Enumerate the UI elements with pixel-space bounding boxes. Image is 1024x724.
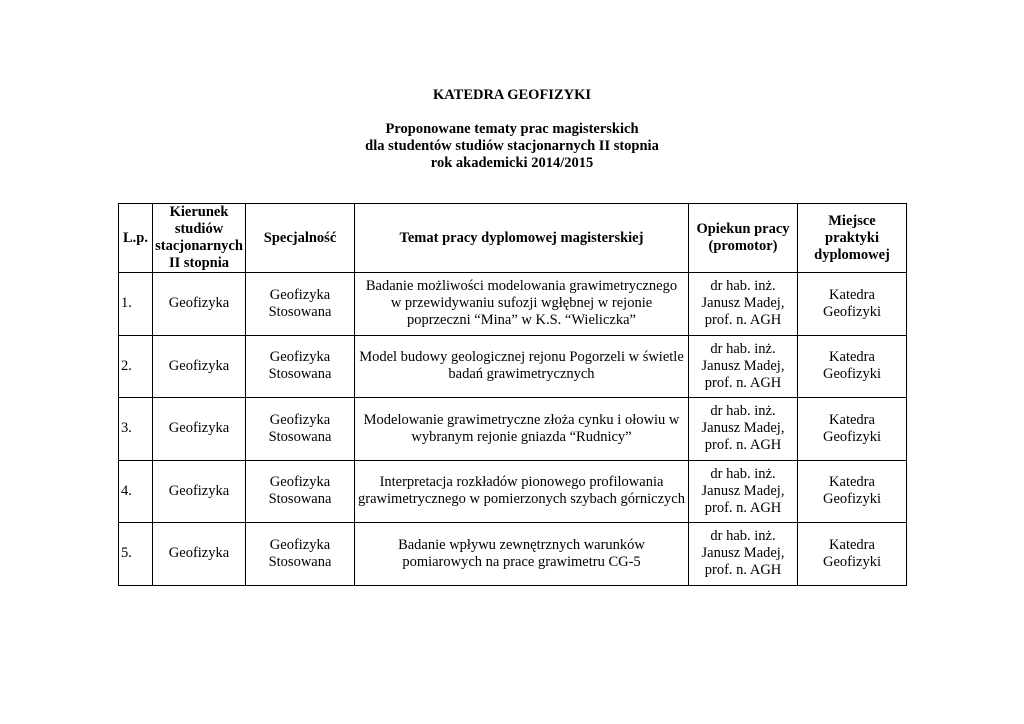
subtitle-line: dla studentów studiów stacjonarnych II stopnia	[365, 138, 659, 154]
header-line: Kierunek	[169, 204, 229, 220]
header-opiekun	[689, 204, 798, 273]
cell-line: Katedra	[829, 536, 875, 553]
cell-line: Badanie wpływu zewnętrznych warunków	[398, 536, 645, 553]
cell-line: Geofizyki	[823, 491, 881, 508]
table-row	[119, 523, 907, 586]
header-line: praktyki	[825, 229, 879, 246]
header-line: stacjonarnych	[155, 238, 243, 254]
cell-line: dr hab. inż.	[710, 465, 776, 482]
cell-line: Geofizyka	[269, 286, 331, 303]
header-line: Miejsce	[828, 212, 876, 229]
cell-miejsce	[798, 398, 907, 461]
cell-line: prof. n. AGH	[704, 374, 782, 391]
header-line: (promotor)	[708, 238, 778, 254]
cell-line: Geofizyka	[269, 411, 331, 428]
cell-temat	[355, 523, 689, 586]
cell-line: Katedra	[829, 286, 875, 303]
cell-line: grawimetrycznego w pomierzonych szybach górniczych	[358, 491, 685, 508]
cell-line: Janusz Madej,	[701, 357, 785, 374]
cell-lp: 3.	[119, 398, 153, 461]
header-line: Opiekun pracy	[696, 221, 790, 237]
cell-line: Geofizyka	[269, 536, 331, 553]
cell-miejsce	[798, 523, 907, 586]
cell-line: Stosowana	[268, 491, 332, 508]
cell-line: poprzeczni “Mina” w K.S. “Wieliczka”	[407, 312, 636, 329]
cell-line: Stosowana	[268, 553, 332, 570]
cell-line: pomiarowych na prace grawimetru CG-5	[402, 553, 641, 570]
header-line: II stopnia	[168, 255, 230, 271]
cell-line: Stosowana	[268, 428, 332, 445]
cell-line: Stosowana	[268, 303, 332, 320]
cell-line: badań grawimetrycznych	[448, 366, 595, 383]
cell-kierunek: Geofizyka	[153, 523, 246, 586]
cell-temat	[355, 273, 689, 336]
document-title: KATEDRA GEOFIZYKI	[432, 87, 592, 103]
cell-specjalnosc	[246, 460, 355, 523]
header-temat: Temat pracy dyplomowej magisterskiej	[355, 204, 689, 273]
cell-opiekun	[689, 523, 798, 586]
cell-line: Janusz Madej,	[701, 545, 785, 562]
cell-opiekun	[689, 460, 798, 523]
cell-kierunek: Geofizyka	[153, 335, 246, 398]
cell-line: prof. n. AGH	[704, 312, 782, 329]
cell-opiekun	[689, 335, 798, 398]
cell-temat	[355, 460, 689, 523]
cell-lp: 5.	[119, 523, 153, 586]
cell-line: Katedra	[829, 474, 875, 491]
cell-kierunek: Geofizyka	[153, 398, 246, 461]
cell-temat	[355, 398, 689, 461]
cell-line: Geofizyki	[823, 366, 881, 383]
cell-line: dr hab. inż.	[710, 278, 776, 295]
header-lp: L.p.	[119, 204, 153, 273]
table-row	[119, 398, 907, 461]
header-line: dyplomowej	[814, 246, 890, 263]
cell-specjalnosc	[246, 398, 355, 461]
cell-line: Geofizyka	[269, 349, 331, 366]
cell-line: Geofizyki	[823, 553, 881, 570]
cell-line: Janusz Madej,	[701, 482, 785, 499]
cell-line: Geofizyka	[269, 474, 331, 491]
cell-line: dr hab. inż.	[710, 340, 776, 357]
cell-line: prof. n. AGH	[704, 499, 782, 516]
table-row	[119, 273, 907, 336]
cell-line: Interpretacja rozkładów pionowego profilowania	[379, 474, 664, 491]
cell-specjalnosc	[246, 273, 355, 336]
cell-line: Stosowana	[268, 366, 332, 383]
cell-kierunek: Geofizyka	[153, 460, 246, 523]
cell-line: Janusz Madej,	[701, 420, 785, 437]
cell-specjalnosc	[246, 523, 355, 586]
cell-line: Katedra	[829, 349, 875, 366]
cell-opiekun	[689, 273, 798, 336]
header-miejsce	[798, 204, 907, 273]
subtitle-line: rok akademicki 2014/2015	[430, 155, 594, 171]
cell-specjalnosc	[246, 335, 355, 398]
cell-line: Modelowanie grawimetryczne złoża cynku i ołowiu w	[363, 411, 680, 428]
cell-line: Katedra	[829, 411, 875, 428]
header-line: studiów	[174, 221, 224, 237]
cell-line: dr hab. inż.	[710, 528, 776, 545]
cell-line: Janusz Madej,	[701, 295, 785, 312]
cell-line: Model budowy geologicznej rejonu Pogorzeli w świetle	[359, 349, 684, 366]
table-row	[119, 335, 907, 398]
topics-table	[118, 203, 907, 586]
cell-line: prof. n. AGH	[704, 562, 782, 579]
header-kierunek	[153, 204, 246, 273]
cell-line: w przewidywaniu sufozji wgłębnej w rejonie	[390, 295, 653, 312]
cell-temat	[355, 335, 689, 398]
cell-lp: 4.	[119, 460, 153, 523]
cell-miejsce	[798, 335, 907, 398]
cell-opiekun	[689, 398, 798, 461]
cell-line: dr hab. inż.	[710, 403, 776, 420]
cell-line: wybranym rejonie gniazda “Rudnicy”	[411, 428, 632, 445]
cell-line: prof. n. AGH	[704, 437, 782, 454]
subtitle-line: Proponowane tematy prac magisterskich	[385, 121, 639, 137]
cell-lp: 1.	[119, 273, 153, 336]
cell-miejsce	[798, 460, 907, 523]
cell-lp: 2.	[119, 335, 153, 398]
cell-line: Badanie możliwości modelowania grawimetrycznego	[365, 278, 678, 295]
cell-kierunek: Geofizyka	[153, 273, 246, 336]
cell-line: Geofizyki	[823, 428, 881, 445]
document-subtitle	[0, 121, 1024, 172]
table-row	[119, 460, 907, 523]
cell-line: Geofizyki	[823, 303, 881, 320]
cell-miejsce	[798, 273, 907, 336]
table-header-row	[119, 204, 907, 273]
header-specjalnosc: Specjalność	[246, 204, 355, 273]
